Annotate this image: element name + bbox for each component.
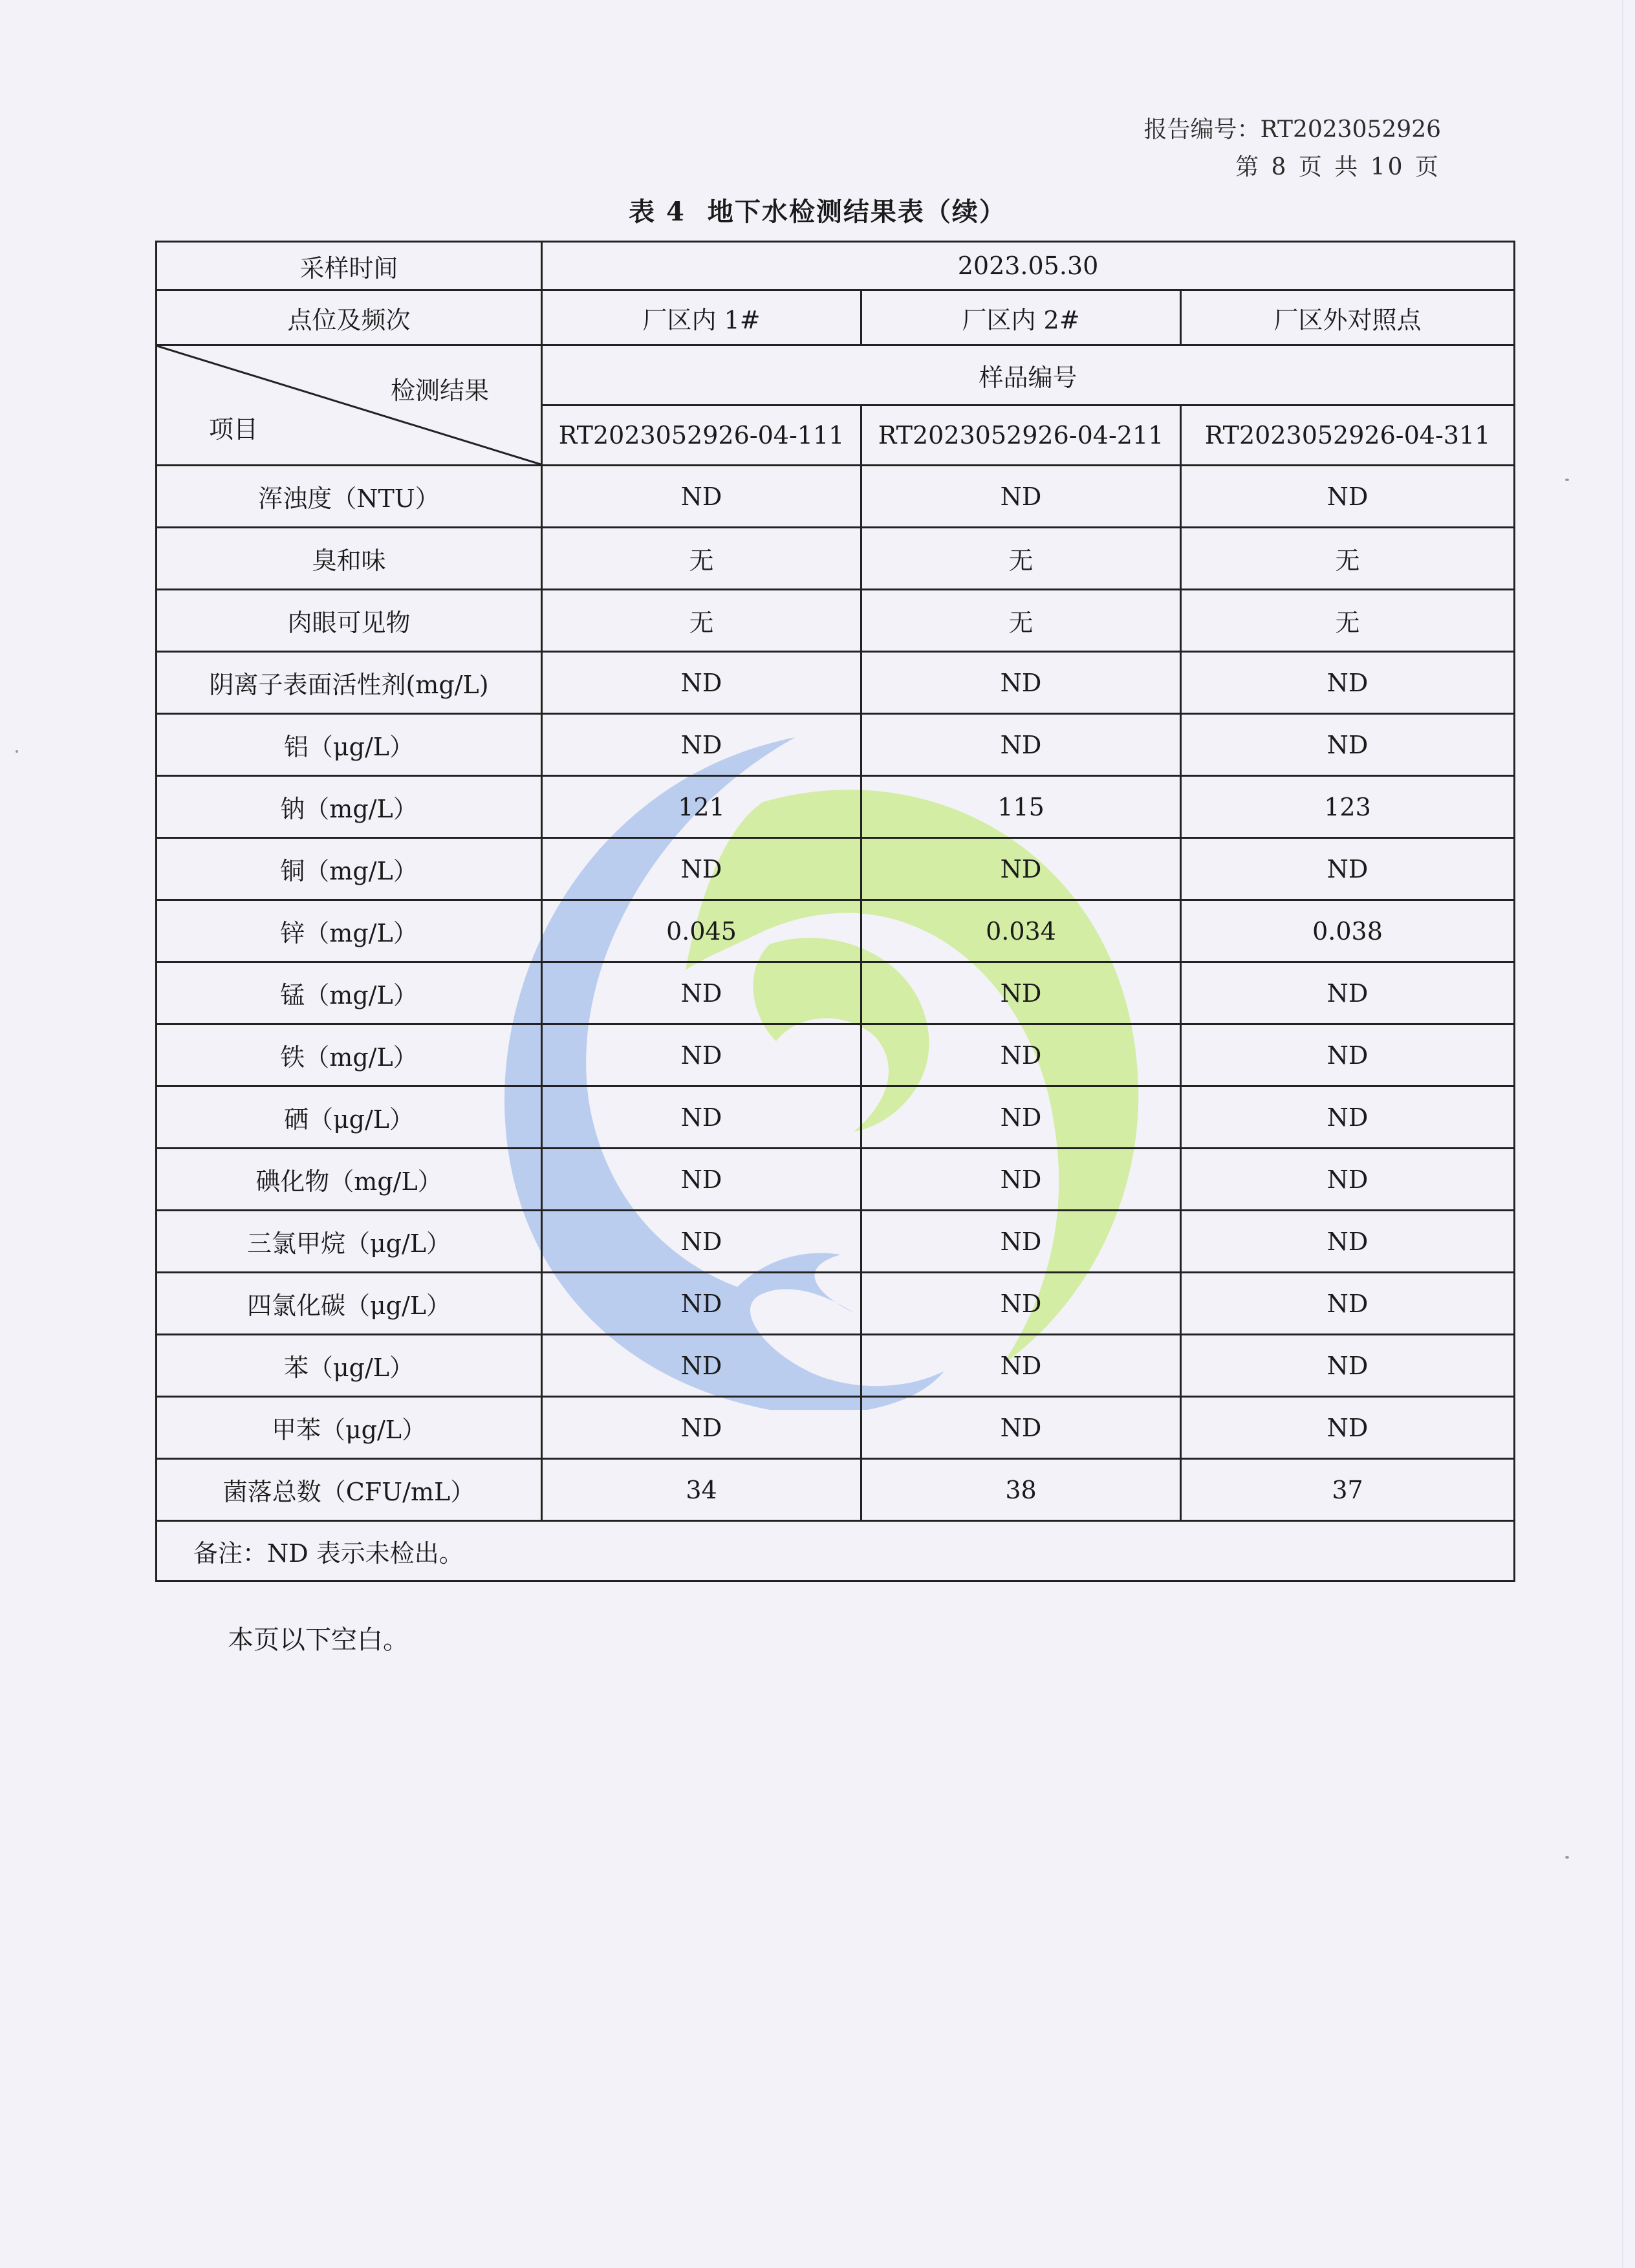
item-name: 浑浊度（NTU） [157, 466, 542, 528]
result-value: ND [861, 1335, 1181, 1397]
result-value: ND [861, 1024, 1181, 1086]
location-1: 厂区内 1# [542, 290, 861, 345]
result-value: ND [861, 652, 1181, 714]
result-value: 34 [542, 1459, 861, 1521]
table-row [157, 1273, 1515, 1335]
diagonal-header-cell [157, 345, 542, 466]
result-value: ND [542, 962, 861, 1024]
item-name: 铜（mg/L） [157, 838, 542, 900]
table-note: 备注：ND 表示未检出。 [157, 1521, 1515, 1581]
result-value: 37 [1181, 1459, 1515, 1521]
item-name: 锰（mg/L） [157, 962, 542, 1024]
result-value: 0.038 [1181, 900, 1515, 962]
table-number: 表 4 [629, 197, 686, 227]
location-2: 厂区内 2# [861, 290, 1181, 345]
item-name: 钠（mg/L） [157, 776, 542, 838]
diag-result-label: 检测结果 [390, 376, 489, 405]
table-title-text: 地下水检测结果表（续） [707, 197, 1006, 227]
result-value: ND [861, 714, 1181, 776]
result-value: ND [1181, 466, 1515, 528]
result-value: ND [542, 1335, 861, 1397]
table-row [157, 838, 1515, 900]
result-value: ND [542, 466, 861, 528]
table-title [0, 191, 1635, 228]
result-value: 38 [861, 1459, 1181, 1521]
item-name: 阴离子表面活性剂(mg/L) [157, 652, 542, 714]
result-value: ND [542, 1273, 861, 1335]
result-value: 0.045 [542, 900, 861, 962]
sample-no-2: RT2023052926-04-211 [861, 405, 1181, 466]
result-value: ND [542, 652, 861, 714]
table-row [157, 776, 1515, 838]
item-name: 菌落总数（CFU/mL） [157, 1459, 542, 1521]
table-row [157, 962, 1515, 1024]
result-value: 无 [542, 528, 861, 590]
result-value: ND [861, 1211, 1181, 1273]
result-value: ND [861, 466, 1181, 528]
result-value: ND [542, 838, 861, 900]
table-row [157, 528, 1515, 590]
item-name: 硒（μg/L） [157, 1086, 542, 1149]
result-value: 121 [542, 776, 861, 838]
result-value: ND [861, 1397, 1181, 1459]
result-value: ND [1181, 1397, 1515, 1459]
result-value: ND [1181, 1273, 1515, 1335]
result-value: 无 [1181, 590, 1515, 652]
results-table [155, 241, 1515, 1582]
sample-no-1: RT2023052926-04-111 [542, 405, 861, 466]
sampling-time-label: 采样时间 [157, 242, 542, 290]
item-name: 苯（μg/L） [157, 1335, 542, 1397]
result-value: ND [1181, 1024, 1515, 1086]
result-value: ND [1181, 838, 1515, 900]
result-value: ND [1181, 1335, 1515, 1397]
result-value: ND [861, 1273, 1181, 1335]
table-row [157, 1086, 1515, 1149]
report-number: 报告编号：RT2023052926 [1143, 116, 1441, 143]
result-value: 无 [542, 590, 861, 652]
scan-speck [16, 750, 18, 753]
table-row [157, 900, 1515, 962]
result-value: 123 [1181, 776, 1515, 838]
item-name: 碘化物（mg/L） [157, 1149, 542, 1211]
scan-speck [1565, 1856, 1569, 1859]
result-value: ND [542, 1024, 861, 1086]
result-value: ND [542, 1149, 861, 1211]
item-name: 四氯化碳（μg/L） [157, 1273, 542, 1335]
table-row [157, 1211, 1515, 1273]
result-value: 115 [861, 776, 1181, 838]
sampling-time-value: 2023.05.30 [542, 242, 1515, 290]
note-row [157, 1521, 1515, 1581]
table-row [157, 1459, 1515, 1521]
table-row [157, 1397, 1515, 1459]
item-name: 臭和味 [157, 528, 542, 590]
sample-no-label: 样品编号 [542, 345, 1515, 405]
result-value: ND [542, 714, 861, 776]
table-row [157, 714, 1515, 776]
diag-item-label: 项目 [209, 415, 259, 444]
table-row [157, 1149, 1515, 1211]
result-value: ND [1181, 714, 1515, 776]
result-value: 无 [1181, 528, 1515, 590]
sampling-time-row [157, 242, 1515, 290]
result-value: 无 [861, 528, 1181, 590]
table-row [157, 590, 1515, 652]
item-name: 铁（mg/L） [157, 1024, 542, 1086]
page-edge [1622, 0, 1623, 2268]
result-value: ND [1181, 962, 1515, 1024]
result-value: ND [1181, 1149, 1515, 1211]
result-value: ND [1181, 1086, 1515, 1149]
sample-no-header-row [157, 345, 1515, 405]
table-row [157, 1335, 1515, 1397]
blank-below-note: 本页以下空白。 [228, 1625, 409, 1655]
scan-speck [1565, 479, 1569, 481]
result-value: ND [1181, 1211, 1515, 1273]
table-row [157, 652, 1515, 714]
item-name: 铝（μg/L） [157, 714, 542, 776]
item-name: 肉眼可见物 [157, 590, 542, 652]
result-value: ND [861, 1086, 1181, 1149]
result-value: ND [542, 1397, 861, 1459]
location-label: 点位及频次 [157, 290, 542, 345]
result-value: 0.034 [861, 900, 1181, 962]
result-value: 无 [861, 590, 1181, 652]
result-value: ND [542, 1086, 861, 1149]
result-value: ND [1181, 652, 1515, 714]
location-row [157, 290, 1515, 345]
item-name: 三氯甲烷（μg/L） [157, 1211, 542, 1273]
table-row [157, 1024, 1515, 1086]
sample-no-3: RT2023052926-04-311 [1181, 405, 1515, 466]
page-info: 第 8 页 共 10 页 [1235, 154, 1441, 180]
result-value: ND [861, 1149, 1181, 1211]
item-name: 甲苯（μg/L） [157, 1397, 542, 1459]
location-3: 厂区外对照点 [1181, 290, 1515, 345]
result-value: ND [861, 962, 1181, 1024]
result-value: ND [542, 1211, 861, 1273]
item-name: 锌（mg/L） [157, 900, 542, 962]
report-header [1143, 111, 1441, 186]
result-value: ND [861, 838, 1181, 900]
table-row [157, 466, 1515, 528]
